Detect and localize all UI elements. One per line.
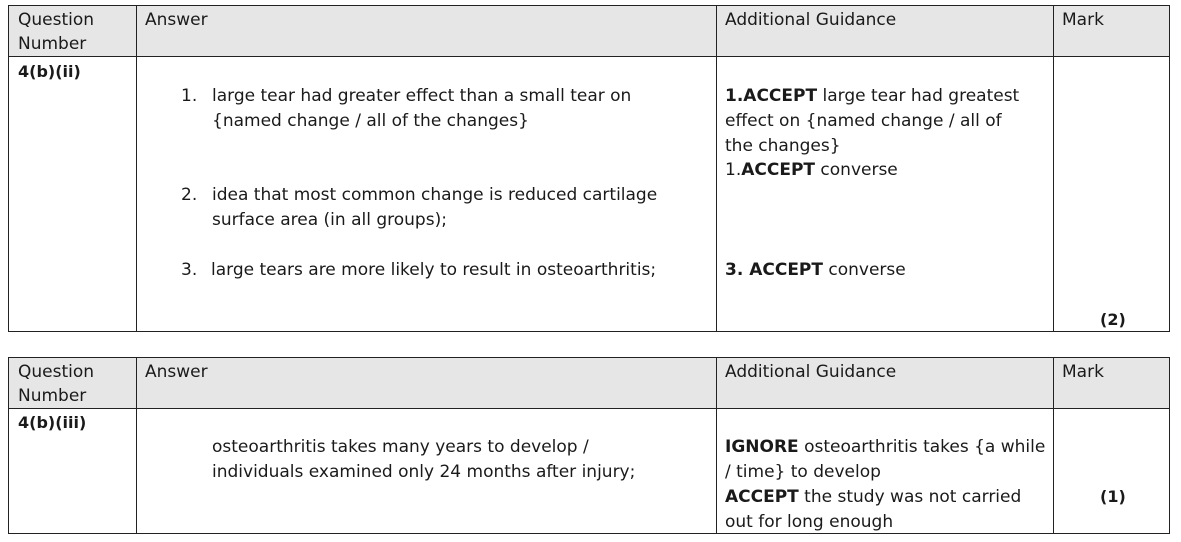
header-additional-guidance: Additional Guidance [725, 10, 897, 30]
header-answer: Answer [145, 10, 208, 30]
answer-2-line2: surface area (in all groups); [212, 210, 447, 230]
guidance-text: large tear had greatest [817, 86, 1020, 106]
guidance-text: converse [822, 260, 906, 280]
mark-scheme-table-4biii [8, 357, 1170, 534]
guidance-text: osteoarthritis takes {a while [798, 437, 1046, 457]
mark-value: (1) [1100, 487, 1126, 506]
guidance-text: the study was not carried [798, 487, 1022, 507]
guidance-1-line3: the changes} [725, 136, 841, 156]
guidance-prefix: 1. [725, 160, 742, 180]
guidance-accept-keyword: ACCEPT [741, 160, 816, 180]
guidance-accept-line1 [725, 485, 1021, 510]
header-additional-guidance: Additional Guidance [725, 362, 897, 382]
mark-value: (2) [1100, 310, 1126, 329]
column-divider [716, 358, 717, 533]
question-number: 4(b)(ii) [18, 62, 81, 81]
answer-2-number: 2. [181, 185, 198, 205]
answer-3-number: 3. [181, 260, 198, 280]
header-mark: Mark [1062, 362, 1104, 382]
header-question-number-line2: Number [18, 386, 87, 406]
question-number: 4(b)(iii) [18, 413, 87, 432]
mark-scheme-table-4bii [8, 5, 1170, 332]
answer-line1: osteoarthritis takes many years to develop / [212, 437, 589, 457]
column-divider [1053, 6, 1054, 331]
answer-2-line1: idea that most common change is reduced cartilage [212, 185, 658, 205]
guidance-text: converse [815, 160, 898, 180]
column-divider [136, 358, 137, 533]
column-divider [716, 6, 717, 331]
header-mark: Mark [1062, 10, 1104, 30]
guidance-ignore-line2: / time} to develop [725, 462, 881, 482]
guidance-accept-keyword: 1.ACCEPT [725, 86, 818, 106]
guidance-ignore-keyword: IGNORE [725, 437, 799, 457]
header-question-number-line2: Number [18, 34, 87, 54]
guidance-accept-line2: out for long enough [725, 512, 894, 532]
header-answer: Answer [145, 362, 208, 382]
guidance-accept-keyword: ACCEPT [725, 487, 799, 507]
guidance-1-line1 [725, 84, 1019, 109]
header-question-number-line1: Question [18, 10, 95, 30]
column-divider [136, 6, 137, 331]
guidance-3-line [725, 258, 906, 283]
answer-1-line1: large tear had greater effect than a small tear on [212, 86, 632, 106]
answer-1-line2: {named change / all of the changes} [212, 111, 529, 131]
answer-line2: individuals examined only 24 months after injury; [212, 462, 636, 482]
column-divider [1053, 358, 1054, 533]
guidance-accept-keyword: 3. ACCEPT [725, 260, 823, 280]
guidance-ignore-line1 [725, 435, 1045, 460]
guidance-1-line2: effect on {named change / all of [725, 111, 1002, 131]
answer-3-line1: large tears are more likely to result in osteoarthritis; [211, 260, 657, 280]
guidance-2-line [725, 158, 898, 183]
header-question-number-line1: Question [18, 362, 95, 382]
answer-1-number: 1. [181, 86, 198, 106]
